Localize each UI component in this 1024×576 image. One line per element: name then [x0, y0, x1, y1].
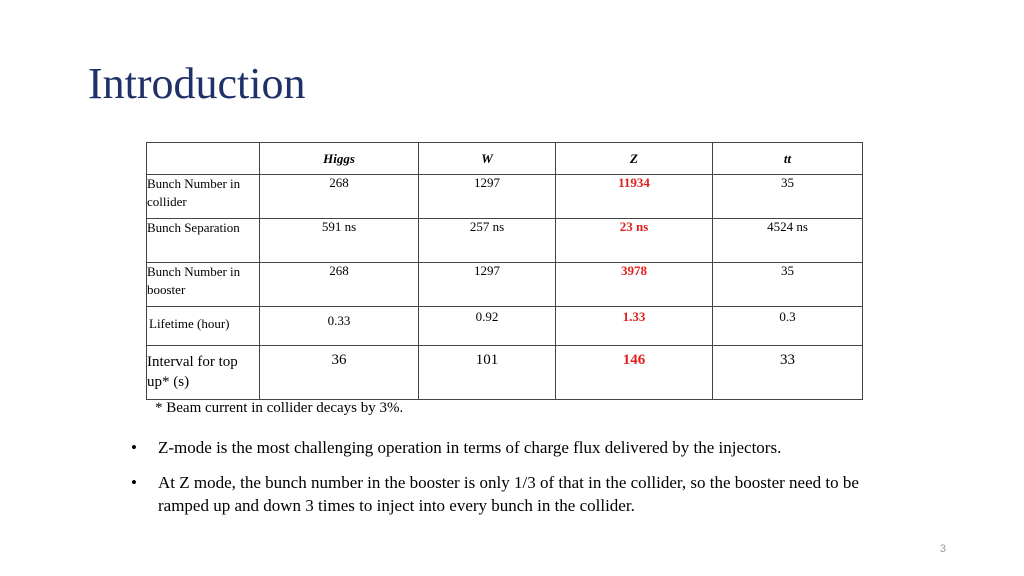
- table-cell: 0.33: [260, 307, 419, 346]
- table-cell: 268: [260, 175, 419, 219]
- table-cell-highlight: 23 ns: [556, 219, 713, 263]
- table-cell: 4524 ns: [713, 219, 863, 263]
- row-label: Bunch Separation: [147, 219, 260, 263]
- table-cell-highlight: 1.33: [556, 307, 713, 346]
- row-label: Bunch Number in collider: [147, 175, 260, 219]
- header-cell-tt: tt: [713, 143, 863, 175]
- table-cell: 591 ns: [260, 219, 419, 263]
- table-cell: 257 ns: [419, 219, 556, 263]
- table-row: [147, 307, 863, 346]
- row-label: Bunch Number in booster: [147, 263, 260, 307]
- table-header-row: [147, 143, 863, 175]
- table-cell: 36: [260, 346, 419, 400]
- table-cell-highlight: 11934: [556, 175, 713, 219]
- table-cell: 1297: [419, 175, 556, 219]
- table-cell: 35: [713, 175, 863, 219]
- table-cell: 268: [260, 263, 419, 307]
- table-cell: 1297: [419, 263, 556, 307]
- table-footnote: * Beam current in collider decays by 3%.: [155, 400, 404, 416]
- header-cell-w: W: [419, 143, 556, 175]
- table-cell: 35: [713, 263, 863, 307]
- list-item: [131, 471, 891, 517]
- bullet-list: [131, 436, 891, 529]
- table-cell: 0.92: [419, 307, 556, 346]
- bullet-icon: •: [131, 473, 137, 492]
- parameters-table: [146, 142, 863, 400]
- table-row: [147, 175, 863, 219]
- header-cell-higgs: Higgs: [260, 143, 419, 175]
- table-row: [147, 219, 863, 263]
- bullet-text: Z-mode is the most challenging operation in terms of charge flux delivered by the injectors.: [158, 438, 782, 457]
- table-cell-highlight: 3978: [556, 263, 713, 307]
- page-number: 3: [939, 543, 946, 555]
- bullet-icon: •: [131, 438, 137, 457]
- list-item: [131, 436, 891, 459]
- table-cell-highlight: 146: [556, 346, 713, 400]
- table-cell: 33: [713, 346, 863, 400]
- table-row: [147, 346, 863, 400]
- table-cell: 0.3: [713, 307, 863, 346]
- bullet-text: At Z mode, the bunch number in the booster is only 1/3 of that in the collider, so the booster need to be ramped up and down 3 times to inject into every bunch in the collider.: [158, 473, 859, 515]
- table-row: [147, 263, 863, 307]
- header-cell: [147, 143, 260, 175]
- slide-title: Introduction: [88, 59, 306, 108]
- row-label: Lifetime (hour): [147, 307, 260, 346]
- row-label: Interval for top up* (s): [147, 346, 260, 400]
- header-cell-z: Z: [556, 143, 713, 175]
- table-cell: 101: [419, 346, 556, 400]
